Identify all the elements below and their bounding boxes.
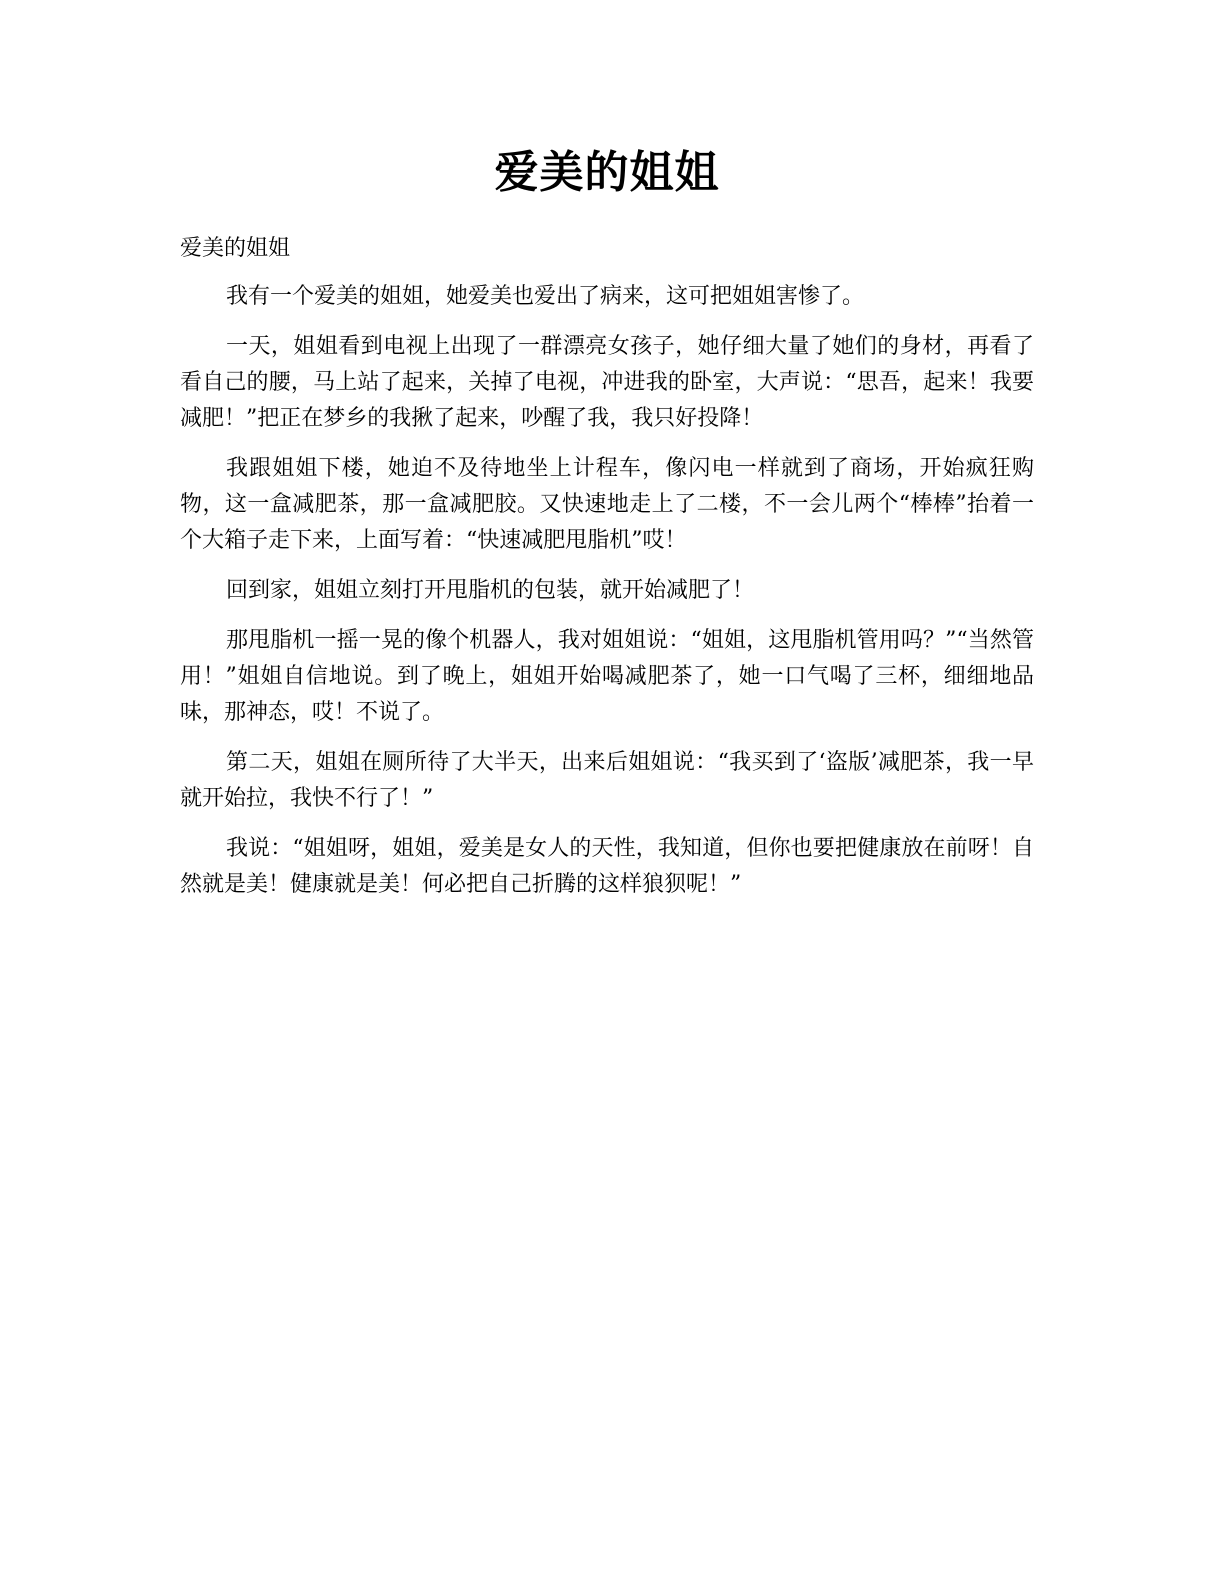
page-title: 爱美的姐姐 [494,147,720,198]
document-page [180,0,1034,903]
paragraph: 第二天，姐姐在厕所待了大半天，出来后姐姐说：“我买到了‘盗版’减肥茶，我一早就开始拉，我快不行了！” [180,750,1034,811]
paragraph: 一天，姐姐看到电视上出现了一群漂亮女孩子，她仔细大量了她们的身材，再看了看自己的腰，马上站了起来，关掉了电视，冲进我的卧室，大声说：“思吾，起来！我要减肥！”把正在梦乡的我揪了起来，吵醒了我，我只好投降！ [180,334,1034,431]
paragraph: 回到家，姐姐立刻打开甩脂机的包装，就开始减肥了！ [226,578,755,603]
paragraph: 我说：“姐姐呀，姐姐，爱美是女人的天性，我知道，但你也要把健康放在前呀！自然就是美！健康就是美！何必把自己折腾的这样狼狈呢！” [180,836,1034,897]
paragraph: 那甩脂机一摇一晃的像个机器人，我对姐姐说：“姐姐，这甩脂机管用吗？”“当然管用！”姐姐自信地说。到了晚上，姐姐开始喝减肥茶了，她一口气喝了三杯，细细地品味，那神态，哎！不说了。 [180,628,1034,725]
paragraph: 我跟姐姐下楼，她迫不及待地坐上计程车，像闪电一样就到了商场，开始疯狂购物，这一盒减肥茶，那一盒减肥胶。又快速地走上了二楼，不一会儿两个“棒棒”抬着一个大箱子走下来，上面写着：“快速减肥甩脂机”哎！ [180,456,1034,553]
document-subtitle: 爱美的姐姐 [180,236,291,261]
paragraph: 我有一个爱美的姐姐，她爱美也爱出了病来，这可把姐姐害惨了。 [226,284,865,309]
